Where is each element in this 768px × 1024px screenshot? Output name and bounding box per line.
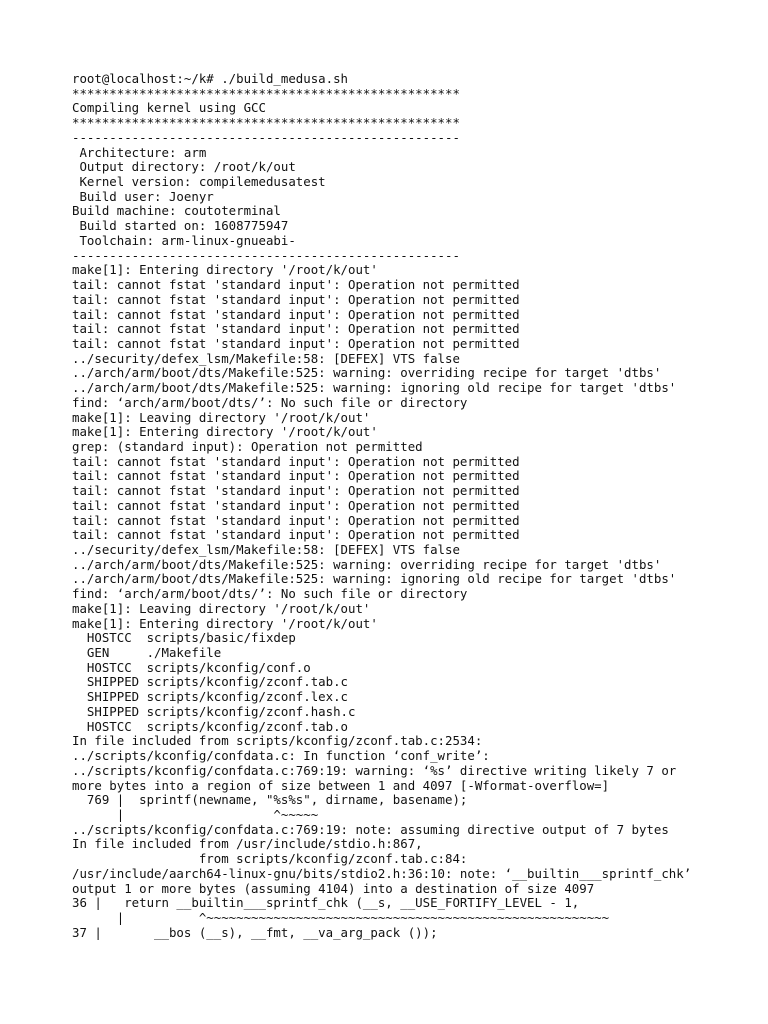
terminal-line: /usr/include/aarch64-linux-gnu/bits/stdio2.h:36:10: note: ‘__builtin___sprintf_chk’ (72, 865, 692, 881)
terminal-line: Compiling kernel using GCC (72, 100, 266, 116)
terminal-line: ../arch/arm/boot/dts/Makefile:525: warning: ignoring old recipe for target 'dtbs' (72, 571, 677, 587)
terminal-line: ../arch/arm/boot/dts/Makefile:525: warning: overriding recipe for target 'dtbs' (72, 365, 662, 381)
terminal-line: ../arch/arm/boot/dts/Makefile:525: warning: ignoring old recipe for target 'dtbs' (72, 380, 677, 396)
terminal-line: tail: cannot fstat 'standard input': Operation not permitted (72, 306, 520, 322)
terminal-line: tail: cannot fstat 'standard input': Operation not permitted (72, 483, 520, 499)
terminal-line: grep: (standard input): Operation not permitted (72, 438, 423, 454)
terminal-line: ../scripts/kconfig/confdata.c: In function ‘conf_write’: (72, 748, 490, 764)
terminal-line: **************************************************** (72, 85, 460, 101)
terminal-line: ../scripts/kconfig/confdata.c:769:19: note: assuming directive output of 7 bytes (72, 821, 669, 837)
terminal-line: | ^~~~~~~~~~~~~~~~~~~~~~~~~~~~~~~~~~~~~~~~~~~~~~~~~~~~~~~ (72, 909, 610, 925)
terminal-line: ../security/defex_lsm/Makefile:58: [DEFEX] VTS false (72, 542, 460, 557)
terminal-line: from scripts/kconfig/zconf.tab.c:84: (72, 851, 468, 867)
terminal-line: Build started on: 1608775947 (72, 218, 289, 234)
terminal-line: In file included from /usr/include/stdio.h:867, (72, 836, 423, 852)
terminal-line: tail: cannot fstat 'standard input': Operation not permitted (72, 527, 520, 543)
terminal-line: ---------------------------------------------------- (72, 247, 460, 263)
terminal-line: make[1]: Entering directory '/root/k/out' (72, 262, 378, 278)
terminal-line: make[1]: Leaving directory '/root/k/out' (72, 409, 371, 425)
terminal-line: ../arch/arm/boot/dts/Makefile:525: warning: overriding recipe for target 'dtbs' (72, 556, 662, 572)
terminal-output (72, 72, 712, 940)
terminal-line: Toolchain: arm-linux-gnueabi- (72, 232, 296, 248)
terminal-line: tail: cannot fstat 'standard input': Operation not permitted (72, 277, 520, 293)
terminal-line: Build user: Joenyr (72, 188, 214, 204)
terminal-line: Build machine: coutoterminal (72, 203, 281, 219)
terminal-line: tail: cannot fstat 'standard input': Operation not permitted (72, 321, 520, 337)
terminal-line: Output directory: /root/k/out (72, 159, 296, 175)
terminal-line: HOSTCC scripts/basic/fixdep (72, 630, 296, 646)
terminal-line: HOSTCC scripts/kconfig/zconf.tab.o (72, 718, 349, 734)
terminal-line: SHIPPED scripts/kconfig/zconf.hash.c (72, 703, 356, 719)
terminal-line: more bytes into a region of size between 1 and 4097 [-Wformat-overflow=] (72, 777, 610, 793)
terminal-line: make[1]: Leaving directory '/root/k/out' (72, 600, 371, 616)
terminal-line: tail: cannot fstat 'standard input': Operation not permitted (72, 497, 520, 513)
terminal-line: find: ‘arch/arm/boot/dts/’: No such file or directory (72, 586, 468, 602)
terminal-line: Architecture: arm (72, 144, 207, 160)
terminal-line: SHIPPED scripts/kconfig/zconf.tab.c (72, 674, 349, 690)
terminal-line: find: ‘arch/arm/boot/dts/’: No such file or directory (72, 394, 468, 410)
terminal-line: 37 | __bos (__s), __fmt, __va_arg_pack ()); (72, 924, 438, 940)
terminal-line: SHIPPED scripts/kconfig/zconf.lex.c (72, 689, 349, 705)
terminal-line: tail: cannot fstat 'standard input': Operation not permitted (72, 512, 520, 528)
terminal-line: 36 | return __builtin___sprintf_chk (__s, __USE_FORTIFY_LEVEL - 1, (72, 895, 580, 911)
terminal-line: HOSTCC scripts/kconfig/conf.o (72, 659, 311, 675)
terminal-line: tail: cannot fstat 'standard input': Operation not permitted (72, 453, 520, 469)
terminal-line: 769 | sprintf(newname, "%s%s", dirname, basename); (72, 792, 468, 808)
terminal-line: output 1 or more bytes (assuming 4104) into a destination of size 4097 (72, 880, 595, 896)
terminal-line: GEN ./Makefile (72, 645, 222, 661)
terminal-line: root@localhost:~/k# ./build_medusa.sh (72, 71, 349, 86)
terminal-line: | ^~~~~~ (72, 806, 319, 822)
terminal-line: ---------------------------------------------------- (72, 129, 460, 145)
terminal-line: In file included from scripts/kconfig/zconf.tab.c:2534: (72, 733, 483, 749)
terminal-line: ../security/defex_lsm/Makefile:58: [DEFEX] VTS false (72, 350, 460, 366)
terminal-line: tail: cannot fstat 'standard input': Operation not permitted (72, 335, 520, 351)
terminal-line: make[1]: Entering directory '/root/k/out' (72, 615, 378, 631)
terminal-line: tail: cannot fstat 'standard input': Operation not permitted (72, 291, 520, 307)
terminal-line: **************************************************** (72, 115, 460, 131)
terminal-line: ../scripts/kconfig/confdata.c:769:19: warning: ‘%s’ directive writing likely 7 or (72, 762, 677, 778)
terminal-line: Kernel version: compilemedusatest (72, 174, 326, 190)
terminal-line: make[1]: Entering directory '/root/k/out' (72, 424, 378, 440)
terminal-line: tail: cannot fstat 'standard input': Operation not permitted (72, 468, 520, 484)
